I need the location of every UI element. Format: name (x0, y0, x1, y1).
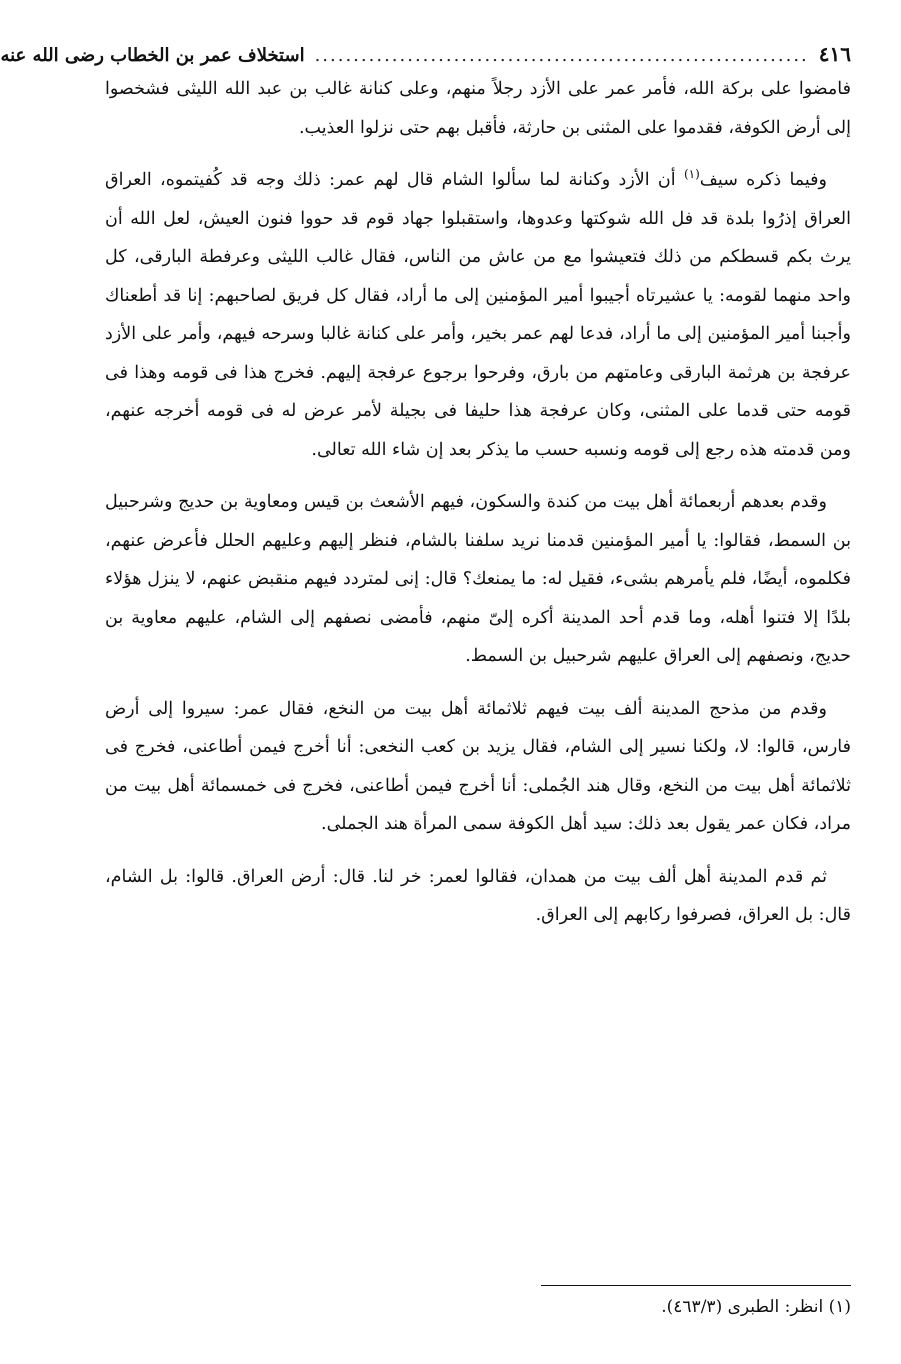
paragraph: فامضوا على بركة الله، فأمر عمر على الأزد رجلاً منهم، وعلى كنانة غالب بن عبد الله الليثى فشخصوا إلى أرض الكوفة، فقدموا على المثنى بن حارثة، فأقبل بهم حتى نزلوا العذيب. (105, 79, 851, 138)
paragraph (105, 161, 851, 469)
footnote-reference[interactable]: (١) (683, 167, 700, 182)
body-text (105, 70, 851, 935)
running-header (0, 40, 851, 70)
paragraph: وقدم بعدهم أربعمائة أهل بيت من كندة والسكون، فيهم الأشعث بن قيس ومعاوية بن حديج وشرحبيل بن السمط، فقالوا: يا أمير المؤمنين قدمنا نريد سلفنا بالشام، فنظر إليهم وعليهم الحلل فأعرض عنهم، فكلموه، أيضًا، فلم يأمرهم بشىء، فقيل له: ما يمنعك؟ قال: إنى لمتردد فيهم منقبض عنهم، لا ينزل هؤلاء بلدًا إلا فتنوا أهله، وما قدم أحد المدينة أكره إلىّ منهم، فأمضى نصفهم إلى الشام، عليهم معاوية بن حديج، ونصفهم إلى العراق عليهم شرحبيل بن السمط. (105, 492, 851, 666)
chapter-title: استخلاف عمر بن الخطاب رضى الله عنه (0, 45, 305, 66)
paragraph-text: أن الأزد وكنانة لما سألوا الشام قال لهم عمر: ذلك وجه قد كُفيتموه، العراق العراق إذرُوا بلدة قد فل الله شوكتها وعدوها، واستقبلوا جهاد قوم قد حووا فنون العيش، لعل الله أن يرث بكم قسطكم من ذلك فتعيشوا مع من عاش من الناس، فقال غالب الليثى وعرفطة البارقى، كل واحد منهما لقومه: يا عشيرتاه أجيبوا أمير المؤمنين إلى ما أراد، فقال كل فريق لصاحبهم: إنا قد أطعناك وأجبنا أمير المؤمنين إلى ما أراد، فدعا لهم عمر بخير، وأمر على كنانة غالبا وسرحه فيهم، وأمر على الأزد عرفجة بن هرثمة البارقى وعامتهم من بارق، وفرحوا برجوع عرفجة إليهم. فخرج هذا فى قومه وهذا فى قومه حتى قدما على المثنى، وكان عرفجة هذا حليفا فى بجيلة لأمر عرض له فى قومه أخرجه عنهم، ومن قدمته هذه رجع إلى قومه ونسبه حسب ما يذكر بعد إن شاء الله تعالى. (105, 170, 851, 460)
header-leader-dots: ................................................................ (314, 45, 809, 66)
paragraph: وقدم من مذحج المدينة ألف بيت فيهم ثلاثمائة أهل بيت من النخع، فقال عمر: سيروا إلى أرض فارس، قالوا: لا، ولكنا نسير إلى الشام، فقال يزيد بن كعب النخعى: أنا أخرج فيمن أطاعنى، فخرج فى ثلاثمائة أهل بيت من النخع، وقال هند الجُملى: أنا أخرج فيمن أطاعنى، فخرج فى خمسمائة أهل بيت من مراد، فكان عمر يقول بعد ذلك: سيد أهل الكوفة سمى المرأة هند الجملى. (105, 698, 851, 834)
page-number: ٤١٦ (818, 42, 851, 66)
book-page (0, 40, 851, 1364)
paragraph: ثم قدم المدينة أهل ألف بيت من همدان، فقالوا لعمر: خر لنا. قال: أرض العراق. قالوا: بل الشام، قال: بل العراق، فصرفوا ركابهم إلى العراق. (105, 866, 851, 925)
footnote: (١) انظر: الطبرى (٤٦٣/٣). (661, 1297, 851, 1317)
paragraph-text: وفيما ذكره سيف (699, 170, 827, 190)
footnote-divider (541, 1285, 851, 1286)
